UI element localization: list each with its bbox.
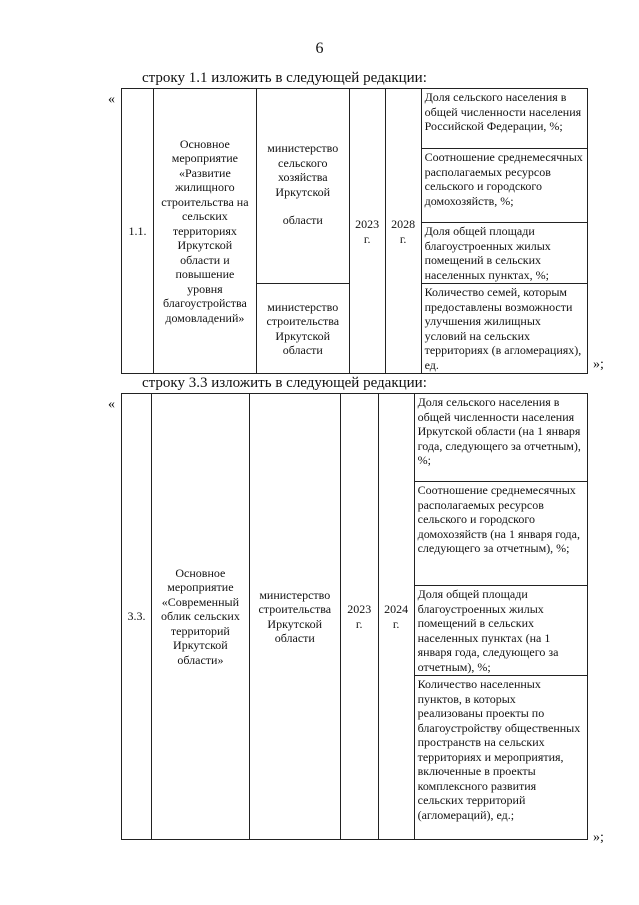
executor-construction: министерство строительства Иркутской области: [249, 394, 340, 840]
executor-agriculture-line2: области: [282, 213, 323, 227]
row-number: 3.3.: [122, 394, 152, 840]
row-number: 1.1.: [122, 89, 154, 374]
page-number: 6: [315, 40, 324, 57]
section-2-quote-open: «: [108, 397, 115, 412]
indicator-1: Доля сельского населения в общей численности населения Российской Федерации, %;: [421, 89, 587, 149]
executor-agriculture: [256, 89, 349, 284]
section-2-quote-close: »;: [593, 830, 604, 845]
indicator-3: Доля общей площади благоустроенных жилых помещений в сельских населенных пунктах, %;: [421, 223, 587, 284]
indicator-4: Количество населенных пунктов, в которых реализованы проекты по благоустройству общественных пространств на сельских территориях и мероприятия, включенные в проекты комплексного развития сельских территорий (агломераций), ед.;: [414, 676, 587, 840]
section-1-quote-close: »;: [593, 357, 604, 372]
indicator-2: Соотношение среднемесячных располагаемых ресурсов сельского и городского домохозяйств, %;: [421, 149, 587, 223]
indicator-1: Доля сельского населения в общей численности населения Иркутской области (на 1 января года, следующего за отчетным), %;: [414, 394, 587, 482]
activity-name: Основное мероприятие «Развитие жилищного строительства на сельских территориях Иркутской области и повышение уровня благоустройства домовладений»: [153, 89, 256, 374]
executor-agriculture-line1: министерство сельского хозяйства Иркутской: [267, 141, 339, 199]
row-1-1-table: [121, 88, 588, 374]
year-start: 2023 г.: [340, 394, 378, 840]
row-3-3-table: [121, 393, 588, 840]
indicator-4: Количество семей, которым предоставлены возможности улучшения жилищных условий на сельских территориях (в агломерациях), ед.: [421, 284, 587, 374]
executor-construction: министерство строительства Иркутской области: [256, 284, 349, 374]
year-start: 2023 г.: [349, 89, 385, 374]
indicator-3: Доля общей площади благоустроенных жилых помещений в сельских населенных пунктах (на 1 января года, следующего за отчетным), %;: [414, 586, 587, 676]
indicator-2: Соотношение среднемесячных располагаемых ресурсов сельского и городского домохозяйств (на 1 января года, следующего за отчетным), %;: [414, 482, 587, 586]
section-2-intro: строку 3.3 изложить в следующей редакции:: [142, 375, 427, 391]
section-1-intro: строку 1.1 изложить в следующей редакции:: [142, 70, 427, 86]
section-1-quote-open: «: [108, 92, 115, 107]
activity-name: Основное мероприятие «Современный облик сельских территорий Иркутской области»: [151, 394, 249, 840]
year-end: 2028 г.: [385, 89, 421, 374]
year-end: 2024 г.: [378, 394, 414, 840]
